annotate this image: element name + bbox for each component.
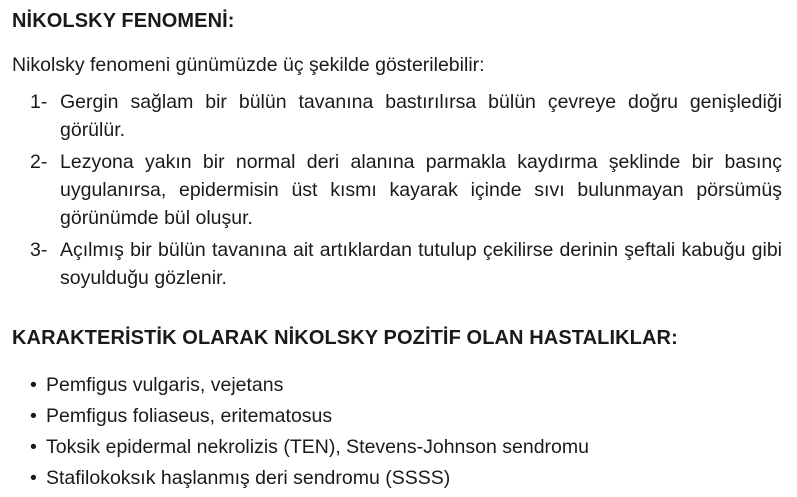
list-item <box>30 401 589 432</box>
disease-list <box>30 370 589 494</box>
section-title-nikolsky: NİKOLSKY FENOMENİ: <box>12 10 235 32</box>
list-item <box>30 432 589 463</box>
list-item-text: Stafilokoksık haşlanmış deri sendromu (SSSS) <box>46 467 451 489</box>
item-number: 1- <box>30 91 48 113</box>
list-item-text: Pemfigus foliaseus, eritematosus <box>46 405 333 427</box>
bullet-icon: • <box>30 405 37 427</box>
list-item-text: Pemfigus vulgaris, vejetans <box>46 374 284 396</box>
list-item <box>30 370 589 401</box>
list-item-text: Toksik epidermal nekrolizis (TEN), Stevens-Johnson sendromu <box>46 436 589 458</box>
item-number: 2- <box>30 151 48 173</box>
bullet-icon: • <box>30 374 37 396</box>
numbered-item <box>30 148 782 232</box>
intro-paragraph: Nikolsky fenomeni günümüzde üç şekilde gösterilebilir: <box>12 54 485 76</box>
item-text: Lezyona yakın bir normal deri alanına parmakla kaydırma şeklinde bir basınç uygulanırsa, epidermisin üst kısmı kayarak içinde sıvı bulunmayan pörsümüş görünümde bül oluşur. <box>60 151 782 229</box>
numbered-list <box>30 88 782 296</box>
bullet-icon: • <box>30 436 37 458</box>
item-text: Gergin sağlam bir bülün tavanına bastırılırsa bülün çevreye doğru genişlediği görülür. <box>60 91 782 141</box>
numbered-item <box>30 236 782 292</box>
item-text: Açılmış bir bülün tavanına ait artıklardan tutulup çekilirse derinin şeftali kabuğu gibi soyulduğu gözlenir. <box>60 239 782 289</box>
bullet-icon: • <box>30 467 37 489</box>
list-item <box>30 463 589 494</box>
section-title-diseases: KARAKTERİSTİK OLARAK NİKOLSKY POZİTİF OLAN HASTALIKLAR: <box>12 327 678 349</box>
numbered-item <box>30 88 782 144</box>
item-number: 3- <box>30 239 48 261</box>
